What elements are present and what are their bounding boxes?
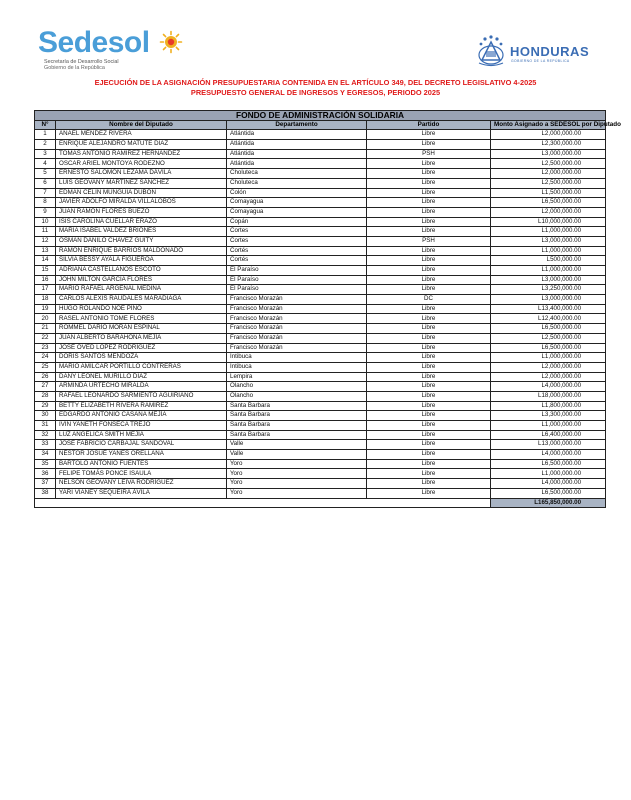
amount: L3,000,000.00: [491, 149, 606, 159]
deputy-name: RAMON ENRIQUE BARRIOS MALDONADO: [56, 246, 227, 256]
row-number: 35: [35, 459, 56, 469]
department: Yoro: [227, 469, 367, 479]
amount: L1,000,000.00: [491, 353, 606, 363]
party: Libre: [367, 130, 491, 140]
party: DC: [367, 295, 491, 305]
deputy-name: ARMINDA URTECHO MIRALDA: [56, 382, 227, 392]
party: Libre: [367, 391, 491, 401]
department: Francisco Morazán: [227, 333, 367, 343]
amount: L3,000,000.00: [491, 295, 606, 305]
row-number: 26: [35, 372, 56, 382]
deputy-name: HUGO ROLANDO NOE PINO: [56, 304, 227, 314]
amount: L1,000,000.00: [491, 246, 606, 256]
total-spacer: [35, 498, 491, 508]
deputy-name: CARLOS ALEXIS RAUDALES MARADIAGA: [56, 295, 227, 305]
amount: L1,000,000.00: [491, 266, 606, 276]
table-row: [35, 149, 606, 159]
party: Libre: [367, 256, 491, 266]
amount: L10,000,000.00: [491, 217, 606, 227]
party: Libre: [367, 382, 491, 392]
table-row: [35, 372, 606, 382]
table-row: [35, 236, 606, 246]
deputy-name: ISIS CAROLINA CUELLAR ERAZO: [56, 217, 227, 227]
department: Yoro: [227, 488, 367, 498]
table-row: [35, 130, 606, 140]
column-header-name: Nombre del Diputado: [56, 120, 227, 130]
column-header-party: Partido: [367, 120, 491, 130]
department: Francisco Morazán: [227, 304, 367, 314]
table-row: [35, 140, 606, 150]
table-row: [35, 421, 606, 431]
department: Olancho: [227, 391, 367, 401]
deputy-name: FELIPE TOMÁS PONCE ISAULA: [56, 469, 227, 479]
party: Libre: [367, 178, 491, 188]
table-row: [35, 227, 606, 237]
deputy-name: ERNESTO SALOMÓN LEZAMA DÁVILA: [56, 169, 227, 179]
column-header-department: Departamento: [227, 120, 367, 130]
party: Libre: [367, 469, 491, 479]
row-number: 16: [35, 275, 56, 285]
amount: L3,300,000.00: [491, 411, 606, 421]
department: Cortes: [227, 227, 367, 237]
amount: L500,000.00: [491, 256, 606, 266]
party: PSH: [367, 236, 491, 246]
row-number: 4: [35, 159, 56, 169]
department: Colón: [227, 188, 367, 198]
amount: L4,000,000.00: [491, 382, 606, 392]
table-row: [35, 450, 606, 460]
allocation-table: [34, 110, 621, 508]
table-row: [35, 275, 606, 285]
deputy-name: JOSÉ FABRICIO CARBAJAL SANDOVAL: [56, 440, 227, 450]
amount: L1,000,000.00: [491, 227, 606, 237]
party: Libre: [367, 488, 491, 498]
department: Cortés: [227, 256, 367, 266]
column-header-row: [35, 120, 606, 130]
row-number: 9: [35, 207, 56, 217]
department: Atlántida: [227, 159, 367, 169]
table-row: [35, 285, 606, 295]
amount: L2,500,000.00: [491, 159, 606, 169]
department: Choluteca: [227, 178, 367, 188]
table-row: [35, 333, 606, 343]
department: Intibuca: [227, 353, 367, 363]
table-row: [35, 217, 606, 227]
department: Santa Barbara: [227, 411, 367, 421]
amount: L2,000,000.00: [491, 372, 606, 382]
amount: L6,500,000.00: [491, 459, 606, 469]
party: Libre: [367, 304, 491, 314]
total-row: [35, 498, 606, 508]
table-row: [35, 382, 606, 392]
row-number: 10: [35, 217, 56, 227]
table-row: [35, 469, 606, 479]
department: Yoro: [227, 479, 367, 489]
column-header-number: N°: [35, 120, 56, 130]
department: Intibuca: [227, 362, 367, 372]
deputy-name: RASEL ANTONIO TOME FLORES: [56, 314, 227, 324]
table-row: [35, 295, 606, 305]
department: Valle: [227, 440, 367, 450]
amount: L4,000,000.00: [491, 479, 606, 489]
amount: L13,400,000.00: [491, 304, 606, 314]
amount: L1,800,000.00: [491, 401, 606, 411]
row-number: 8: [35, 198, 56, 208]
row-number: 22: [35, 333, 56, 343]
deputy-name: OSMAN DANILO CHAVEZ GUITY: [56, 236, 227, 246]
table-row: [35, 198, 606, 208]
sedesol-logo: [38, 28, 188, 72]
party: Libre: [367, 169, 491, 179]
table-row: [35, 159, 606, 169]
amount: L2,000,000.00: [491, 207, 606, 217]
column-header-amount: Monto Asignado a SEDESOL por Diputado: [491, 120, 606, 130]
table-row: [35, 304, 606, 314]
row-number: 1: [35, 130, 56, 140]
department: Valle: [227, 450, 367, 460]
amount: L2,300,000.00: [491, 140, 606, 150]
department: El Paraíso: [227, 266, 367, 276]
row-number: 14: [35, 256, 56, 266]
department: Santa Barbara: [227, 421, 367, 431]
deputy-name: ADRIANA CASTELLANOS ESCOTO: [56, 266, 227, 276]
row-number: 5: [35, 169, 56, 179]
table-row: [35, 459, 606, 469]
row-number: 18: [35, 295, 56, 305]
table-row: [35, 401, 606, 411]
deputy-name: TOMAS ANTONIO RAMIREZ HERNANDEZ: [56, 149, 227, 159]
party: Libre: [367, 362, 491, 372]
amount: L2,500,000.00: [491, 333, 606, 343]
department: Atlántida: [227, 140, 367, 150]
department: Francisco Morazán: [227, 314, 367, 324]
row-number: 13: [35, 246, 56, 256]
amount: L6,500,000.00: [491, 324, 606, 334]
department: El Paraíso: [227, 275, 367, 285]
amount: L2,000,000.00: [491, 169, 606, 179]
row-number: 21: [35, 324, 56, 334]
row-number: 24: [35, 353, 56, 363]
amount: L6,500,000.00: [491, 343, 606, 353]
table-row: [35, 343, 606, 353]
table-row: [35, 207, 606, 217]
department: Choluteca: [227, 169, 367, 179]
party: Libre: [367, 450, 491, 460]
department: Copán: [227, 217, 367, 227]
department: El Paraíso: [227, 285, 367, 295]
amount: L1,500,000.00: [491, 188, 606, 198]
deputy-name: NÉSTOR JOSUÉ YANES ORELLANA: [56, 450, 227, 460]
party: Libre: [367, 227, 491, 237]
department: Cortes: [227, 236, 367, 246]
table-row: [35, 411, 606, 421]
deputy-name: MARIO AMILCAR PORTILLO CONTRERAS: [56, 362, 227, 372]
amount: L2,000,000.00: [491, 362, 606, 372]
deputy-name: JOHN MILTON GARCIA FLORES: [56, 275, 227, 285]
row-number: 33: [35, 440, 56, 450]
sedesol-subtitle: Secretaría de Desarrollo Social Gobierno de la República: [44, 59, 119, 71]
deputy-name: EDMAN CELIN MUNGUIA DUBON: [56, 188, 227, 198]
party: Libre: [367, 275, 491, 285]
amount: L1,000,000.00: [491, 421, 606, 431]
deputy-name: BARTOLO ANTONIO FUENTES: [56, 459, 227, 469]
amount: L12,400,000.00: [491, 314, 606, 324]
amount: L2,000,000.00: [491, 130, 606, 140]
row-number: 11: [35, 227, 56, 237]
amount: L1,000,000.00: [491, 469, 606, 479]
amount: L6,500,000.00: [491, 488, 606, 498]
sedesol-wordmark: Sedesol: [38, 26, 150, 59]
coat-of-arms-icon: [474, 34, 508, 68]
department: Atlántida: [227, 149, 367, 159]
deputy-name: YARI VIANEY SEQUEIRA ÁVILA: [56, 488, 227, 498]
party: Libre: [367, 372, 491, 382]
department: Francisco Morazán: [227, 343, 367, 353]
table-row: [35, 362, 606, 372]
department: Francisco Morazán: [227, 324, 367, 334]
row-number: 27: [35, 382, 56, 392]
row-number: 25: [35, 362, 56, 372]
table-row: [35, 430, 606, 440]
deputy-name: JOSÉ OVED LÓPEZ RODRÍGUEZ: [56, 343, 227, 353]
row-number: 12: [35, 236, 56, 246]
deputy-name: JUAN ALBERTO BARAHONA MEJÍA: [56, 333, 227, 343]
honduras-logo: [474, 34, 599, 70]
row-number: 32: [35, 430, 56, 440]
party: Libre: [367, 217, 491, 227]
party: Libre: [367, 479, 491, 489]
table-row: [35, 324, 606, 334]
table-row: [35, 169, 606, 179]
table-row: [35, 256, 606, 266]
party: Libre: [367, 285, 491, 295]
row-number: 17: [35, 285, 56, 295]
deputy-name: MARIA ISABEL VALDEZ BRIONES: [56, 227, 227, 237]
deputy-name: ROMMEL DARÍO MORAN ESPINAL: [56, 324, 227, 334]
party: Libre: [367, 188, 491, 198]
party: Libre: [367, 353, 491, 363]
amount: L6,500,000.00: [491, 198, 606, 208]
deputy-name: NELSON GEOVANY LEIVA RODRÍGUEZ: [56, 479, 227, 489]
party: Libre: [367, 421, 491, 431]
row-number: 28: [35, 391, 56, 401]
row-number: 3: [35, 149, 56, 159]
party: Libre: [367, 246, 491, 256]
deputy-name: SILVIA BESSY AYALA FIGUEROA: [56, 256, 227, 266]
row-number: 29: [35, 401, 56, 411]
party: Libre: [367, 459, 491, 469]
table-row: [35, 266, 606, 276]
amount: L2,500,000.00: [491, 178, 606, 188]
table-row: [35, 440, 606, 450]
table-row: [35, 314, 606, 324]
department: Cortés: [227, 246, 367, 256]
party: Libre: [367, 159, 491, 169]
deputy-name: RAFAEL LEONARDO SARMIENTO AGUIRIANO: [56, 391, 227, 401]
row-number: 19: [35, 304, 56, 314]
party: Libre: [367, 140, 491, 150]
party: Libre: [367, 324, 491, 334]
department: Comayagua: [227, 207, 367, 217]
row-number: 38: [35, 488, 56, 498]
deputy-name: DORIS SANTOS MENDOZA: [56, 353, 227, 363]
amount: L3,000,000.00: [491, 236, 606, 246]
party: Libre: [367, 266, 491, 276]
party: PSH: [367, 149, 491, 159]
department: Comayagua: [227, 198, 367, 208]
party: Libre: [367, 430, 491, 440]
honduras-wordmark: HONDURAS: [510, 44, 590, 59]
party: Libre: [367, 411, 491, 421]
row-number: 20: [35, 314, 56, 324]
deputy-name: EDGARDO ANTONIO CASAÑA MEJÍA: [56, 411, 227, 421]
deputy-name: LUZ ANGELICA SMITH MEJIA: [56, 430, 227, 440]
amount: L18,000,000.00: [491, 391, 606, 401]
party: Libre: [367, 314, 491, 324]
row-number: 34: [35, 450, 56, 460]
fund-title-row: [35, 111, 606, 121]
party: Libre: [367, 333, 491, 343]
party: Libre: [367, 401, 491, 411]
party: Libre: [367, 207, 491, 217]
table-row: [35, 353, 606, 363]
amount: L4,000,000.00: [491, 450, 606, 460]
row-number: 2: [35, 140, 56, 150]
honduras-subtitle: GOBIERNO DE LA REPÚBLICA: [511, 59, 570, 63]
row-number: 15: [35, 266, 56, 276]
row-number: 30: [35, 411, 56, 421]
party: Libre: [367, 198, 491, 208]
deputy-name: MARIO RAFAEL ARGEÑAL MEDINA: [56, 285, 227, 295]
deputy-name: ENRIQUE ALEJANDRO MATUTE DIAZ: [56, 140, 227, 150]
amount: L13,000,000.00: [491, 440, 606, 450]
row-number: 36: [35, 469, 56, 479]
amount: L3,250,000.00: [491, 285, 606, 295]
deputy-name: JAVIER ADOLFO MIRALDA VILLALOBOS: [56, 198, 227, 208]
deputy-name: JUAN RAMON FLORES BUEZO: [56, 207, 227, 217]
row-number: 6: [35, 178, 56, 188]
deputy-name: LUIS GEOVANY MARTÍNEZ SÁNCHEZ: [56, 178, 227, 188]
sun-icon: [159, 30, 183, 54]
department: Santa Barbara: [227, 430, 367, 440]
amount: L6,400,000.00: [491, 430, 606, 440]
table-body: [35, 130, 606, 498]
department: Yoro: [227, 459, 367, 469]
deputy-name: IVIN YANETH FONSECA TREJO: [56, 421, 227, 431]
row-number: 31: [35, 421, 56, 431]
row-number: 7: [35, 188, 56, 198]
document-subtitle: PRESUPUESTO GENERAL DE INGRESOS Y EGRESOS, PERIODO 2025: [190, 88, 441, 97]
table-row: [35, 391, 606, 401]
total-amount: L165,850,000.00: [491, 498, 606, 508]
party: Libre: [367, 343, 491, 353]
fund-title: FONDO DE ADMINISTRACIÓN SOLIDARIA: [35, 111, 606, 121]
deputy-name: BETTY ELIZABETH RIVERA RAMIREZ: [56, 401, 227, 411]
party: Libre: [367, 440, 491, 450]
row-number: 23: [35, 343, 56, 353]
deputy-name: ANAEL MÉNDEZ RIVERA: [56, 130, 227, 140]
amount: L3,000,000.00: [491, 275, 606, 285]
department: Atlántida: [227, 130, 367, 140]
table-row: [35, 188, 606, 198]
table-row: [35, 246, 606, 256]
table-row: [35, 479, 606, 489]
document-title: EJECUCIÓN DE LA ASIGNACIÓN PRESUPUESTARIA CONTENIDA EN EL ARTÍCULO 349, DEL DECRETO LEGISLATIVO 4-2025: [94, 78, 537, 87]
department: Santa Barbara: [227, 401, 367, 411]
department: Lempira: [227, 372, 367, 382]
table-row: [35, 488, 606, 498]
deputy-name: OSCAR ARIEL MONTOYA RODEZNO: [56, 159, 227, 169]
deputy-name: DANY LEONEL MURILLO DIAZ: [56, 372, 227, 382]
row-number: 37: [35, 479, 56, 489]
table-row: [35, 178, 606, 188]
department: Francisco Morazán: [227, 295, 367, 305]
department: Olancho: [227, 382, 367, 392]
